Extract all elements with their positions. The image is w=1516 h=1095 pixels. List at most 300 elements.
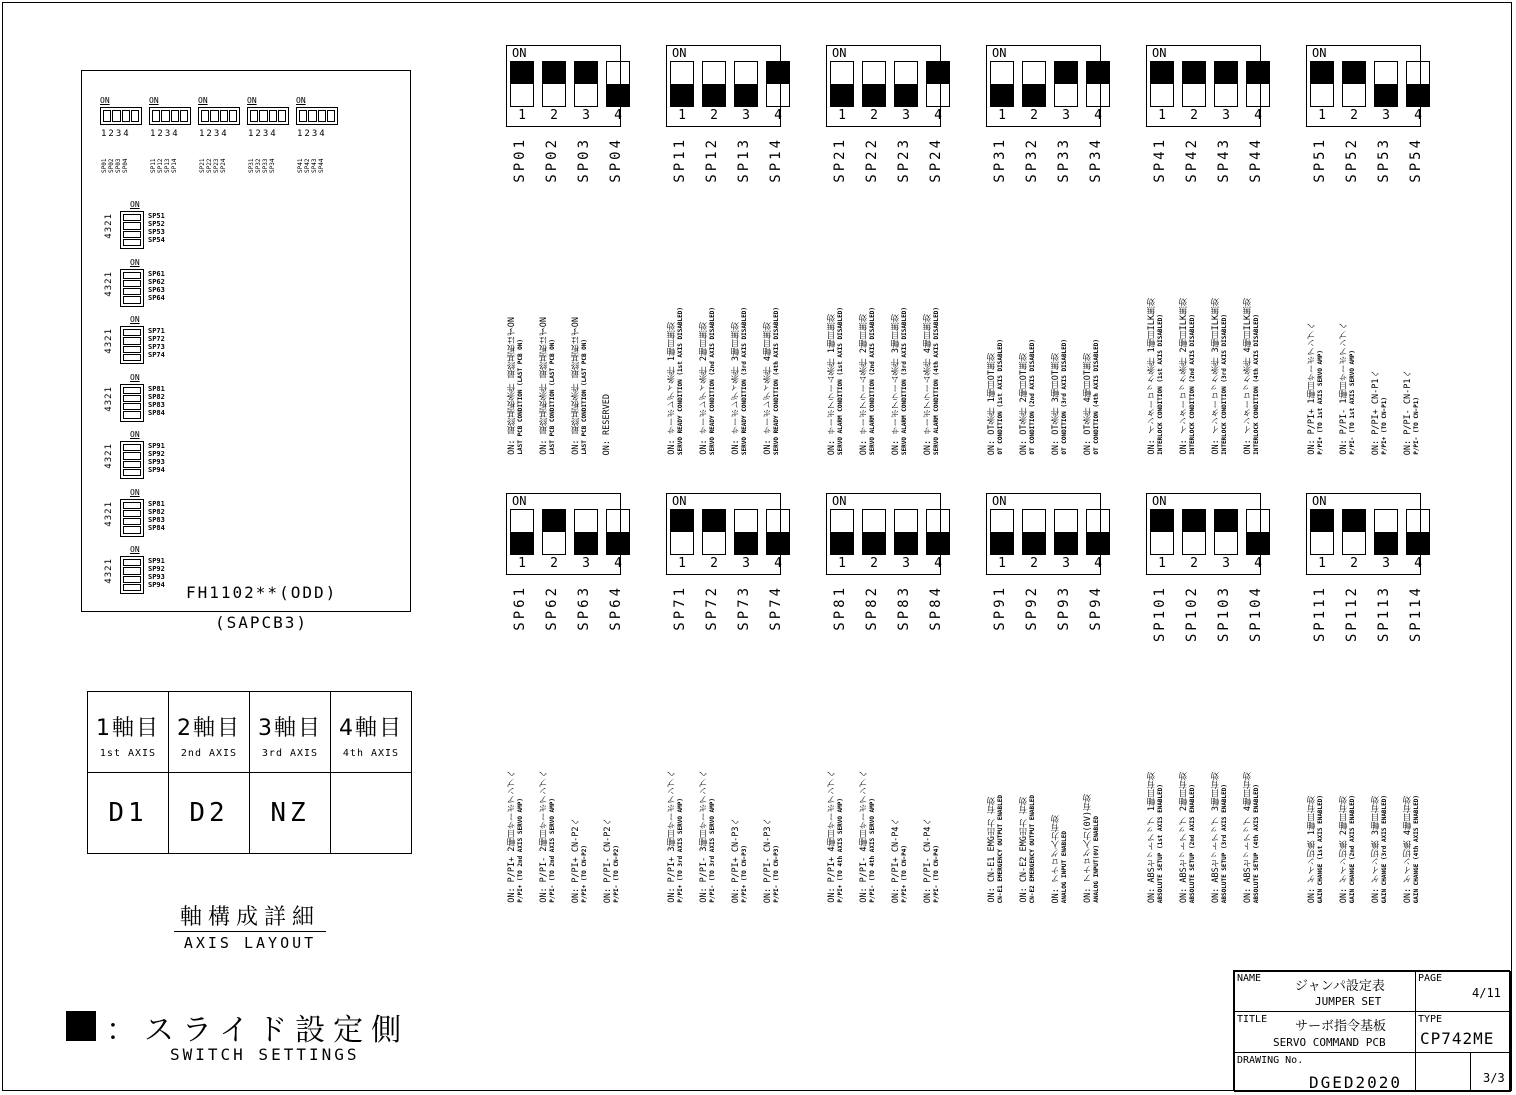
side-switch-labels: SP91 SP92 SP93 SP94 [148,442,165,474]
switch-label [1374,585,1398,675]
axis-value-cell: NZ [250,773,331,854]
switch-label [926,585,950,675]
axis-header-en: 2nd AXIS [180,748,238,759]
switch-label-text: SP43 [1216,137,1232,183]
mini-switch-labels: SP31 SP32 SP33 SP34 [248,154,276,173]
switch-description-jp: ON: サーボアラーム条件 3軸目無効 [891,313,901,455]
dip-switch-number: 1 [678,556,686,571]
lever-on-position [1055,62,1077,84]
switch-label-text: SP31 [992,137,1008,183]
lever-off-position [607,84,629,106]
mini-switch-slot [112,110,120,122]
switch-description-jp: ON: サーボレディ条件 3軸目無効 [731,322,741,455]
mini-switch-slot [299,110,307,122]
dip-switch-lever [1086,509,1110,555]
dip-switch-lever [830,509,854,555]
lever-off-position [863,84,885,106]
lever-off-position [831,84,853,106]
switch-description [920,245,948,455]
lever-off-position [671,84,693,106]
switch-description-en: INTERLOCK CONDITION (1st AXIS DISABLED) [1157,314,1164,455]
dip-switch-lever [990,61,1014,107]
mini-on-label: ON [130,257,140,267]
switch-description [568,693,596,903]
switch-label-text: SP02 [544,137,560,183]
mini-switch-slot [123,461,141,468]
dip-switch-lever [1022,61,1046,107]
switch-label-text: SP54 [1408,137,1424,183]
axis-value-cell: D2 [169,773,250,854]
side-switch-numbers: 4321 [104,213,114,239]
dip-switch-number: 4 [934,556,942,571]
switch-label-text: SP91 [992,585,1008,631]
switch-description-en: P/PI+ (TO CN-P1) [1381,397,1388,455]
switch-description-en: LAST PCB CONDITION (LAST PCB ON) [581,339,588,455]
switch-description-en: INTERLOCK CONDITION (3rd AXIS DISABLED) [1221,314,1228,455]
switch-description [760,693,788,903]
switch-label [606,137,630,227]
switch-description-jp: ON: インターロック条件 3軸目ILK無効 [1211,298,1221,455]
side-switch-labels: SP81 SP82 SP83 SP84 [148,499,165,532]
switch-label [1022,137,1046,227]
blank-cell [1415,1052,1471,1092]
switch-description [1208,693,1236,903]
switch-description-jp: ON: P/PI+ CN-P4へ [891,817,901,903]
mini-switch-numbers: 1234 [199,129,229,139]
lever-off-position [1375,532,1397,554]
lever-on-position [1215,510,1237,532]
switch-description-en: CN-E1 EMERGENCY OUTPUT ENABLED [997,794,1004,903]
mini-switch-slot [278,110,286,122]
dip-switch-lever [606,509,630,555]
dip-switch-number: 1 [1318,556,1326,571]
board-subtitle: (SAPCB3) [215,613,309,632]
dip-switch-lever [574,61,598,107]
side-switch-numbers: 4321 [104,558,114,584]
switch-description-en: P/PI- (TO 2nd AXIS SERVO AMP) [549,798,556,903]
switch-label-text: SP101 [1152,585,1168,643]
dip-on-label: ON [832,494,847,508]
mini-dip-switch [120,326,144,364]
switch-description-jp: ON: OT条件 4軸目OT無効 [1083,352,1093,455]
mini-switch-slot [123,411,141,418]
side-switch-numbers: 4321 [104,270,114,297]
lever-off-position [607,532,629,554]
mini-dip-switch [149,107,191,125]
mini-switch-slot [123,214,141,221]
switch-description [984,245,1012,455]
dip-switch-number: 1 [998,556,1006,571]
switch-label-text: SP62 [544,585,560,631]
switch-description-jp: ON: 最終基板条件 最終基板はずON [571,317,581,455]
switch-description-en: ANALOG INPUT(0V) ENABLED [1093,816,1100,903]
switch-description-en: INTERLOCK CONDITION (4th AXIS DISABLED) [1253,314,1260,455]
dip-switch-lever [766,509,790,555]
switch-description-en: CN-E2 EMERGENCY OUTPUT ENABLED [1029,794,1036,903]
sheet-number: 3/3 [1483,1071,1505,1085]
dip-switch-lever [734,61,758,107]
switch-description [1016,245,1044,455]
mini-switch-slot [123,584,141,591]
mini-on-label: ON [100,96,110,105]
switch-label [1406,137,1430,227]
lever-on-position [575,62,597,84]
switch-description [1240,693,1268,903]
mini-switch-slot [161,110,169,122]
switch-label [1086,137,1110,227]
switch-label-text: SP94 [1088,585,1104,631]
mini-switch-slot [123,395,141,402]
switch-description-jp: ON: P/PI+ 4軸目サーボアンプへ [827,770,837,903]
switch-description [920,693,948,903]
switch-description [1336,245,1364,455]
mini-on-label: ON [130,315,140,324]
page-number: 4/11 [1472,986,1501,1000]
dip-switch-lever [862,61,886,107]
switch-label-text: SP24 [928,137,944,183]
switch-description-en: SERVO ALARM CONDITION (1st AXIS DISABLED) [837,306,844,455]
switch-description-en: ABSOLUTE SETUP (1st AXIS ENABLED) [1157,783,1164,903]
lever-on-position [703,510,725,532]
switch-description-en: GAIN CHANGE (1st AXIS ENABLED) [1317,794,1324,903]
switch-label [1342,137,1366,227]
dip-switch-number: 3 [1222,556,1230,571]
dip-switch-number: 1 [998,108,1006,123]
dip-switch-lever [926,61,950,107]
mini-switch-slot [123,387,141,394]
switch-label [1214,137,1238,227]
switch-description [856,245,884,455]
board-title: FH1102**(ODD) [186,583,338,602]
mini-on-label: ON [247,96,257,105]
mini-switch-labels: SP41 SP42 SP43 SP44 [297,154,325,173]
mini-switch-labels: SP21 SP22 SP23 SP24 [199,154,227,173]
switch-label-text: SP44 [1248,137,1264,183]
dip-switch-number: 3 [742,108,750,123]
switch-description-jp: ON: インターロック条件 4軸目ILK無効 [1243,298,1253,455]
side-switch-labels: SP71 SP72 SP73 SP74 [148,327,165,359]
switch-label-text: SP03 [576,137,592,183]
mini-switch-slot [123,296,141,303]
dip-switch-number: 2 [870,108,878,123]
switch-description-jp: ON: P/PI- 1軸目サーボアンプへ [1339,322,1349,455]
switch-label [510,137,534,227]
mini-switch-slot [123,337,141,344]
switch-description-jp: ON: CN-E2 EMG出力 有効 [1019,797,1029,903]
lever-off-position [703,84,725,106]
dip-switch-number: 3 [1062,556,1070,571]
switch-description [1400,693,1428,903]
lever-on-position [1183,62,1205,84]
mini-on-label: ON [149,96,159,105]
dip-switch-number: 3 [1062,108,1070,123]
axis-header-jp: 2軸目 [177,716,241,741]
switch-label [1374,137,1398,227]
mini-on-label: ON [130,545,140,554]
mini-on-label: ON [130,430,140,439]
title-en: SERVO COMMAND PCB [1273,1036,1386,1049]
mini-switch-slot [123,502,141,509]
mini-switch-slot [171,110,179,122]
switch-label [1310,585,1334,675]
switch-description-en: P/PI+ (TO 3rd AXIS SERVO AMP) [677,798,684,903]
axis-layout-title-en: AXIS LAYOUT [183,934,317,952]
switch-description-jp: ON: P/PI- 3軸目サーボアンプへ [699,770,709,903]
dip-switch-lever [830,61,854,107]
switch-description [504,245,532,455]
switch-description-jp: ON: ゲイン切換 2軸目有効 [1339,795,1349,903]
switch-description-en: P/PI+ (TO CN-P4) [901,845,908,903]
type-label: TYPE [1418,1014,1443,1025]
dip-switch-number: 4 [1414,556,1422,571]
mini-dip-switch [120,384,144,422]
switch-label [574,137,598,227]
switch-label-text: SP84 [928,585,944,631]
lever-on-position [1343,62,1365,84]
switch-description [1336,693,1364,903]
lever-on-position [543,62,565,84]
lever-off-position [1375,84,1397,106]
switch-description-en: SERVO ALARM CONDITION (2nd AXIS DISABLED) [869,306,876,455]
filled-square-icon [66,1011,96,1041]
switch-label [990,585,1014,675]
dip-switch-number: 4 [1094,108,1102,123]
mini-switch-slot [123,576,141,583]
dip-switch-number: 1 [1318,108,1326,123]
dip-switch-number: 3 [582,556,590,571]
lever-off-position [1087,532,1109,554]
switch-description [1400,245,1428,455]
mini-switch-slot [180,110,188,122]
switch-label-text: SP33 [1056,137,1072,183]
switch-description-en: P/PI+ (TO 1st AXIS SERVO AMP) [1317,350,1324,455]
switch-description [1048,245,1076,455]
axis-header-en: 4th AXIS [342,748,400,759]
switch-label-text: SP01 [512,137,528,183]
switch-description-jp: ON: ゲイン切換 1軸目有効 [1307,795,1317,903]
mini-on-label: ON [130,487,140,497]
switch-label [1406,585,1430,675]
dip-switch-lever [1214,61,1238,107]
switch-label [1182,585,1206,675]
switch-description-jp: ON: P/PI+ 2軸目サーボアンプへ [507,770,517,903]
dip-switch-lever [1406,509,1430,555]
mini-switch-slot [152,110,160,122]
lever-on-position [1087,62,1109,84]
mini-switch-slot [123,518,141,525]
legend-en: SWITCH SETTINGS [170,1045,360,1064]
switch-description-jp: ON: サーボレディ条件 4軸目無効 [763,322,773,455]
switch-label-text: SP22 [864,137,880,183]
switch-description-jp: ON: P/PI- 2軸目サーボアンプへ [539,770,549,903]
lever-on-position [1247,62,1269,84]
mini-dip-switch [120,499,144,537]
switch-description-en: SERVO READY CONDITION (3rd AXIS DISABLED) [741,306,748,455]
switch-description-en: ABSOLUTE SETUP (4th AXIS ENABLED) [1253,783,1260,903]
dip-switch-lever [734,509,758,555]
switch-label-text: SP21 [832,137,848,183]
switch-label [926,137,950,227]
mini-switch-slot [201,110,209,122]
switch-label [1246,137,1270,227]
switch-description-en: GAIN CHANGE (2nd AXIS ENABLED) [1349,794,1356,903]
mini-dip-switch [198,107,240,125]
name-cell [1234,971,1416,1012]
switch-label-text: SP82 [864,585,880,631]
dip-switch-number: 1 [518,108,526,123]
axis-layout-title [170,900,330,952]
switch-description [1144,693,1172,903]
switch-label-text: SP41 [1152,137,1168,183]
switch-label [1214,585,1238,675]
axis-value-cell [331,773,412,854]
switch-label-text: SP51 [1312,137,1328,183]
switch-label-text: SP74 [768,585,784,631]
lever-off-position [1407,84,1429,106]
switch-label-text: SP73 [736,585,752,631]
mini-switch-slot [308,110,316,122]
switch-description [664,245,692,455]
type-value: CP742ME [1420,1029,1495,1048]
switch-description [1016,693,1044,903]
switch-label [830,137,854,227]
switch-label [862,585,886,675]
axis-layout-title-jp: 軸構成詳細 [174,900,326,932]
axis-header-cell [331,692,412,773]
switch-label-text: SP64 [608,585,624,631]
dip-switch-number: 3 [1382,108,1390,123]
switch-description-en: SERVO READY CONDITION (1st AXIS DISABLED) [677,306,684,455]
mini-switch-slot [318,110,326,122]
mini-dip-switch [120,211,144,249]
page-label: PAGE [1418,973,1443,984]
switch-description-jp: ON: OT条件 3軸目OT無効 [1051,352,1061,455]
switch-description [888,245,916,455]
side-switch-labels: SP91 SP92 SP93 SP94 [148,557,165,589]
dip-on-label: ON [1152,494,1167,508]
mini-switch-numbers: 1234 [297,129,327,139]
mini-switch-slot [123,231,141,238]
mini-switch-slot [122,110,130,122]
switch-label [734,585,758,675]
switch-description [888,693,916,903]
switch-label [542,585,566,675]
lever-off-position [1023,84,1045,106]
mini-dip-switch [120,556,144,594]
legend-jp: ：スライド設定側 [106,1013,410,1048]
side-switch-numbers: 4321 [104,500,114,527]
switch-description [1144,245,1172,455]
name-label: NAME [1237,973,1262,984]
switch-label [1310,137,1334,227]
switch-description-en: SERVO READY CONDITION (2nd AXIS DISABLED) [709,306,716,455]
dip-on-label: ON [672,46,687,60]
lever-off-position [1407,532,1429,554]
switch-description [536,693,564,903]
mini-switch-numbers: 1234 [248,129,278,139]
switch-description [728,245,756,455]
mini-switch-slot [123,280,141,287]
mini-switch-slot [123,567,141,574]
switch-label-text: SP14 [768,137,784,183]
mini-on-label: ON [198,96,208,105]
mini-switch-labels: SP01 SP02 SP03 SP04 [101,154,129,173]
switch-description-en: SERVO READY CONDITION (4th AXIS DISABLED) [773,306,780,455]
lever-off-position [1247,532,1269,554]
axis-value-cell: D1 [88,773,169,854]
dip-switch-lever [702,509,726,555]
axis-header-jp: 3軸目 [258,716,322,741]
lever-off-position [735,532,757,554]
dip-switch-lever [894,61,918,107]
dip-switch-lever [926,509,950,555]
mini-switch-slot [259,110,267,122]
switch-description [696,245,724,455]
side-switch-numbers: 4321 [104,443,114,469]
switch-label-text: SP52 [1344,137,1360,183]
mini-on-label: ON [130,200,140,209]
switch-description-jp: ON: P/PI+ CN-P1へ [1371,369,1381,455]
dip-switch-number: 2 [710,108,718,123]
switch-description-en: SERVO ALARM CONDITION (3rd AXIS DISABLED) [901,306,908,455]
dip-on-label: ON [512,46,527,60]
switch-label-text: SP04 [608,137,624,183]
dip-switch-lever [1214,509,1238,555]
switch-description-jp: ON: ゲイン切換 4軸目有効 [1403,795,1413,903]
switch-description-en: OT CONDITION (1st AXIS DISABLED) [997,339,1004,455]
dip-switch-lever [1054,509,1078,555]
switch-label-text: SP13 [736,137,752,183]
switch-label [990,137,1014,227]
lever-off-position [575,532,597,554]
switch-description-jp: ON: サーボレディ条件 1軸目無効 [667,322,677,455]
dip-switch-lever [1310,61,1334,107]
dip-switch-number: 4 [1254,108,1262,123]
switch-description-en: GAIN CHANGE (4th AXIS ENABLED) [1413,794,1420,903]
dip-switch-number: 2 [550,108,558,123]
switch-label-text: SP72 [704,585,720,631]
switch-label [510,585,534,675]
switch-label [1342,585,1366,675]
switch-description [1368,245,1396,455]
switch-description-en: GAIN CHANGE (3rd AXIS ENABLED) [1381,794,1388,903]
switch-description-en: ABSOLUTE SETUP (3rd AXIS ENABLED) [1221,783,1228,903]
dip-switch-number: 1 [1158,556,1166,571]
switch-description-en: OT CONDITION (4th AXIS DISABLED) [1093,339,1100,455]
dip-switch-lever [1022,509,1046,555]
dip-switch-number: 3 [742,556,750,571]
dip-switch-lever [670,509,694,555]
axis-header-cell [250,692,331,773]
dip-on-label: ON [1152,46,1167,60]
switch-label-text: SP53 [1376,137,1392,183]
switch-label [1182,137,1206,227]
dip-switch-lever [1342,61,1366,107]
lever-off-position [895,532,917,554]
dip-switch-lever [1086,61,1110,107]
dip-switch-lever [1342,509,1366,555]
mini-switch-slot [229,110,237,122]
switch-description-jp: ON: P/PI- 4軸目サーボアンプへ [859,770,869,903]
mini-dip-switch [100,107,142,125]
dip-switch-lever [1054,61,1078,107]
dip-switch-lever [1150,509,1174,555]
lever-off-position [831,532,853,554]
switch-label-text: SP63 [576,585,592,631]
switch-label-text: SP92 [1024,585,1040,631]
switch-description [984,693,1012,903]
dip-switch-number: 4 [1254,556,1262,571]
